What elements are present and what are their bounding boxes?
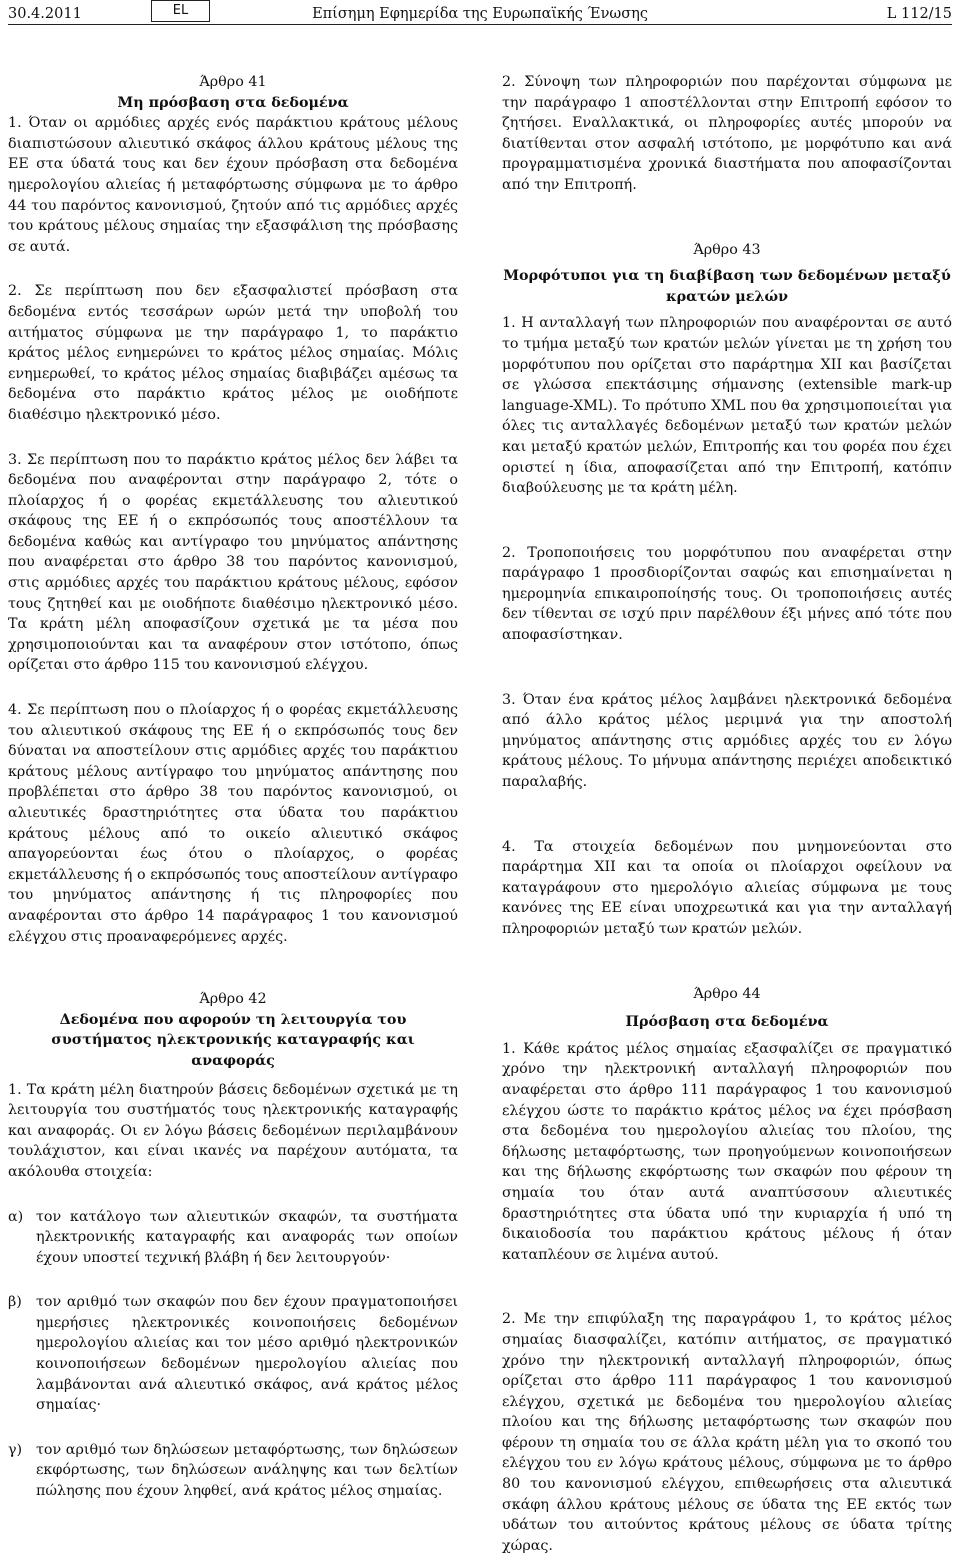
article-44-title: Άρθρο 44 <box>693 985 761 1002</box>
article-43-title: Άρθρο 43 <box>693 241 761 258</box>
left-column <box>8 72 458 1502</box>
article-43-para-3: 3. Όταν ένα κράτος μέλος λαμβάνει ηλεκτρονικά δεδομένα από άλλο κράτος μέλος μεριμνά για την αποστολή μηνύματος απάντησης στις αρμόδιες αρχές του εν λόγω κράτους μέλους. Το μήνυμα απάντησης περιέχει αποδεικτικό παραλαβής. <box>502 691 952 791</box>
article-43-para-2: 2. Τροποποιήσεις του μορφότυπου που αναφέρεται στην παράγραφο 1 προσδιορίζονται σαφώς και επισημαίνεται η ημερομηνία επικαιροποίησής τους. Οι τροποποιήσεις αυτές δεν τίθενται σε ισχύ πριν παρέλθουν έξι μήνες από τότε που αποφασίστηκαν. <box>502 544 952 644</box>
article-42-para-2: 2. Σύνοψη των πληροφοριών που παρέχονται σύμφωνα με την παράγραφο 1 αποστέλλονται στην Επιτροπή εφόσον το ζητήσει. Εναλλακτικά, οι πληροφορίες αυτές μπορούν να διατίθενται στον ασφαλή ιστότοπο, με μορφότυπο και ανά προγραμματισμένα χρονικά διαστήματα που αποφασίζονται από την Επιτροπή. <box>502 74 952 193</box>
article-41-para-1: 1. Όταν οι αρμόδιες αρχές ενός παράκτιου κράτους μέλους διαπιστώσουν αλιευτικό σκάφος άλλου κράτους μέλους της ΕΕ στα ύδατά τους και δεν έχουν πρόσβαση στα δεδομένα ημερολογίου αλιείας ή μεταφόρτωσης σύμφωνα με το άρθρο 44 του παρόντος κανονισμού, ζητούν από τις αρμόδιες αρχές του κράτους μέλους σημαίας την εξασφάλιση της πρόσβασης σε αυτά. <box>8 115 458 255</box>
article-42-heading: Δεδομένα που αφορούν τη λειτουργία του συστήματος ηλεκτρονικής καταγραφής και αναφοράς <box>51 1011 415 1069</box>
list-item-label: α) <box>8 1208 24 1225</box>
article-43-para-4: 4. Τα στοιχεία δεδομένων που μνημονεύονται στο παράρτημα XII και τα οποία οι πλοίαρχοι οφείλουν να καταγράφουν στο ημερολόγιο αλιείας σύμφωνα με τους κανόνες της ΕΕ είναι υποχρεωτικά και για την ανταλλαγή πληροφοριών μεταξύ των κρατών μελών. <box>502 838 952 937</box>
language-badge: EL <box>151 0 210 22</box>
header-rule <box>8 24 952 25</box>
list-item-label: γ) <box>8 1441 23 1458</box>
list-item-text: τον αριθμό των δηλώσεων μεταφόρτωσης, των δηλώσεων εκφόρτωσης, των δηλώσεων ανάληψης και των δελτίων πώλησης που έχουν ληφθεί, ανά κράτος μέλος σημαίας. <box>36 1441 458 1500</box>
article-44-para-2: 2. Με την επιφύλαξη της παραγράφου 1, το κράτος μέλος σημαίας διασφαλίζει, κατόπιν αιτήματος, σε πραγματικό χρόνο την ηλεκτρονική ανταλλαγή πληροφοριών, όπως ορίζεται στο άρθρο 111 παράγραφος 1 του κανονισμού ελέγχου, σχετικά με δεδομένα του ημερολογίου αλιείας πλοίου και της δήλωσης μεταφόρτωσης των σκαφών που φέρουν τη σημαία του σε άλλα κράτη μέλη για το σκοπό του ελέγχου του εν λόγω κράτους μέλους, σύμφωνα με το άρθρο 80 του κανονισμού ελέγχου, επιθεωρήσεις στα αλιευτικά σκάφη άλλου κράτους μέλους σε ύδατα της ΕΕ εκτός των υδάτων του αιτούντος κράτους μέλους σε ύδατα τρίτης χώρας. <box>502 1311 952 1554</box>
article-41-para-3: 3. Σε περίπτωση που το παράκτιο κράτος μέλος δεν λάβει τα δεδομένα που αναφέρονται στην παράγραφο 2, τότε ο πλοίαρχος ή ο φορέας εκμετάλλευσης του αλιευτικού σκάφους της ΕΕ ή ο εκπρόσωπός τους αποστέλλουν τα δεδομένα καθώς και αντίγραφο του μηνύματος απάντησης που αναφέρεται στο άρθρο 38 του παρόντος κανονισμού, στις αρμόδιες αρχές του παράκτιου κράτους μέλους, εφόσον τους ζητηθεί και με οιοδήποτε διαθέσιμο ηλεκτρονικό μέσο. Τα κράτη μέλη αποφασίζουν σχετικά με τα μέσα που χρησιμοποιούνται και τα αναφέρουν στον ιστότοπο, όπως ορίζεται στο άρθρο 115 του κανονισμού ελέγχου. <box>8 451 458 674</box>
list-item <box>8 1207 458 1269</box>
journal-title: Επίσημη Εφημερίδα της Ευρωπαϊκής Ένωσης <box>312 6 648 22</box>
article-42-para-1: 1. Τα κράτη μέλη διατηρούν βάσεις δεδομένων σχετικά με τη λειτουργία του συστήματός τους ηλεκτρονικής καταγραφής και αναφοράς. Οι εν λόγω βάσεις δεδομένων περιλαμβάνουν τουλάχιστον, και είναι ικανές να παρέχουν αυτόματα, τα ακόλουθα στοιχεία: <box>8 1081 458 1180</box>
list-item-text: τον κατάλογο των αλιευτικών σκαφών, τα συστήματα ηλεκτρονικής καταγραφής και αναφοράς των οποίων έχουν υποστεί τεχνική βλάβη ή δεν λειτουργούν· <box>36 1208 458 1266</box>
article-43-para-1: 1. Η ανταλλαγή των πληροφοριών που αναφέρονται σε αυτό το τμήμα μεταξύ των κρατών μελών γίνεται με τη χρήση του μορφότυπου που ορίζεται στο παράρτημα XII και βασίζεται σε γλώσσα επεκτάσιμης σήμανσης (extensible mark-up language-XML). Το πρότυπο XML που θα χρησιμοποιείται για όλες τις ανταλλαγές δεδομένων μεταξύ των κρατών μελών και μεταξύ κρατών μελών, Επιτροπής και του φορέα που έχει οριστεί η ίδια, αποφασίζεται από την Επιτροπή, κατόπιν διαβούλευσης με τα κράτη μέλη. <box>502 315 952 497</box>
header-date: 30.4.2011 <box>8 6 82 22</box>
list-item <box>8 1440 458 1502</box>
list-item <box>8 1292 458 1416</box>
article-44-para-1: 1. Κάθε κράτος μέλος σημαίας εξασφαλίζει σε πραγματικό χρόνο την ηλεκτρονική ανταλλαγή πληροφοριών που αναφέρεται στο άρθρο 111 παράγραφος 1 του κανονισμού ελέγχου ώστε το παράκτιο κράτος μέλος να έχει πρόσβαση στα δεδομένα του ημερολογίου αλιείας του πλοίου, της δήλωσης μεταφόρτωσης, των προηγούμενων κοινοποιήσεων και της δήλωσης εκφόρτωσης των σκαφών που φέρουν τη σημαία του όταν αυτά αναπτύσσουν αλιευτικές δραστηριότητες στα ύδατα υπό την κυριαρχία ή υπό τη δικαιοδοσία του παράκτιου κράτους μέλους ή όταν καταπλέουν σε λιμένα αυτού. <box>502 1040 952 1263</box>
article-41-title: Άρθρο 41 <box>199 74 267 90</box>
page-header <box>8 0 952 28</box>
list-item-label: β) <box>8 1294 22 1311</box>
list-item-text: τον αριθμό των σκαφών που δεν έχουν πραγματοποιήσει ημερήσιες ηλεκτρονικές κοινοποιήσεις δεδομένων ημερολογίου αλιείας και τον μέσο αριθμό ηλεκτρονικών κοινοποιήσεων δεδομένων ημερολογίου αλιείας που λαμβάνονται ανά αλιευτικό σκάφος, ανά κράτος μέλος σημαίας· <box>36 1294 458 1414</box>
article-41-para-2: 2. Σε περίπτωση που δεν εξασφαλιστεί πρόσβαση στα δεδομένα εντός τεσσάρων ωρών μετά την υποβολή του αιτήματος σύμφωνα με την παράγραφο 1, το παράκτιο κράτος μέλος ενημερώνει το κράτος μέλος σημαίας. Μόλις ενημερωθεί, το κράτος μέλος σημαίας διαβιβάζει αμέσως τα δεδομένα στο παράκτιο κράτος μέλος με οιοδήποτε διαθέσιμο ηλεκτρονικό μέσο. <box>8 283 458 423</box>
right-column <box>502 72 952 1556</box>
page-number: L 112/15 <box>886 6 952 22</box>
article-41-para-4: 4. Σε περίπτωση που ο πλοίαρχος ή ο φορέας εκμετάλλευσης του αλιευτικού σκάφους της ΕΕ ή ο εκπρόσωπός τους δεν δύναται να αποστείλουν στις αρμόδιες αρχές του παράκτιου κράτους μέλους αντίγραφο του μηνύματος απάντησης που προβλέπεται στο άρθρο 38 του παρόντος κανονισμού, οι αλιευτικές δραστηριότητες στα ύδατα του παράκτιου κράτους μέλους από το οικείο αλιευτικό σκάφος απαγορεύονται έως ότου ο πλοίαρχος, ο φορέας εκμετάλλευσης ή ο εκπρόσωπός τους αποστείλουν αντίγραφο του μηνύματος απάντησης ή τις πληροφορίες που αναφέρονται στο άρθρο 14 παράγραφος 1 του κανονισμού ελέγχου στις προαναφερόμενες αρχές. <box>8 702 458 945</box>
article-41-heading: Μη πρόσβαση στα δεδομένα <box>117 94 349 111</box>
article-44-heading: Πρόσβαση στα δεδομένα <box>625 1014 829 1031</box>
article-43-heading: Μορφότυποι για τη διαβίβαση των δεδομένων μεταξύ κρατών μελών <box>503 268 951 305</box>
article-42-title: Άρθρο 42 <box>199 991 267 1008</box>
